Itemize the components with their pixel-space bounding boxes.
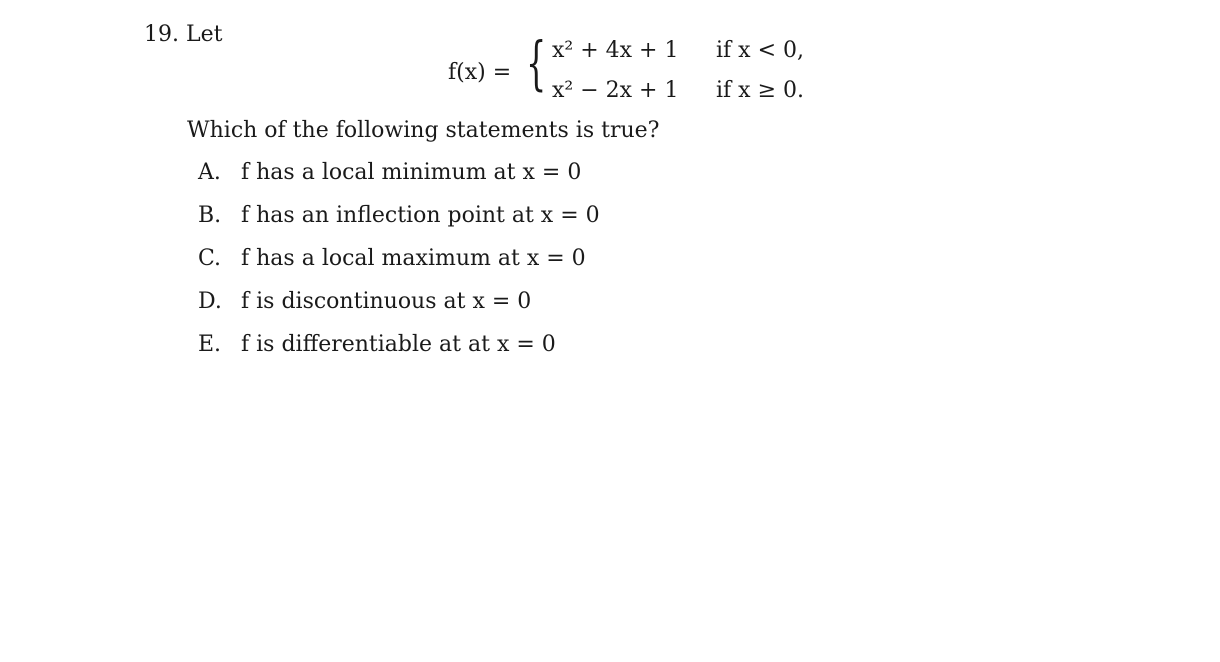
option-letter: C.: [198, 246, 222, 271]
formula-lhs: f(x) =: [448, 60, 512, 85]
option-text: f is differentiable at at x = 0: [241, 332, 556, 357]
option-b[interactable]: [198, 203, 600, 246]
problem-header: [144, 22, 222, 47]
option-letter: B.: [198, 203, 222, 228]
case-2-expression: x² − 2x + 1: [552, 78, 679, 103]
option-letter: E.: [198, 332, 222, 357]
option-letter: A.: [198, 160, 221, 185]
problem-number: 19.: [144, 22, 179, 47]
option-text: f has an inflection point at x = 0: [241, 203, 600, 228]
option-d[interactable]: [198, 289, 600, 332]
option-text: f has a local maximum at x = 0: [241, 246, 586, 271]
answer-options: [198, 160, 600, 375]
option-text: f is discontinuous at x = 0: [241, 289, 532, 314]
formula-brace: {: [526, 29, 547, 97]
option-letter: D.: [198, 289, 222, 314]
option-a[interactable]: [198, 160, 600, 203]
case-1-expression: x² + 4x + 1: [552, 38, 679, 63]
problem-intro: Let: [186, 22, 223, 47]
option-text: f has a local minimum at x = 0: [241, 160, 582, 185]
piecewise-formula: [448, 29, 828, 108]
case-2-condition: if x ≥ 0.: [716, 78, 804, 103]
case-1-condition: if x < 0,: [716, 38, 804, 63]
question-text: Which of the following statements is true?: [187, 118, 660, 143]
option-c[interactable]: [198, 246, 600, 289]
option-e[interactable]: [198, 332, 600, 375]
